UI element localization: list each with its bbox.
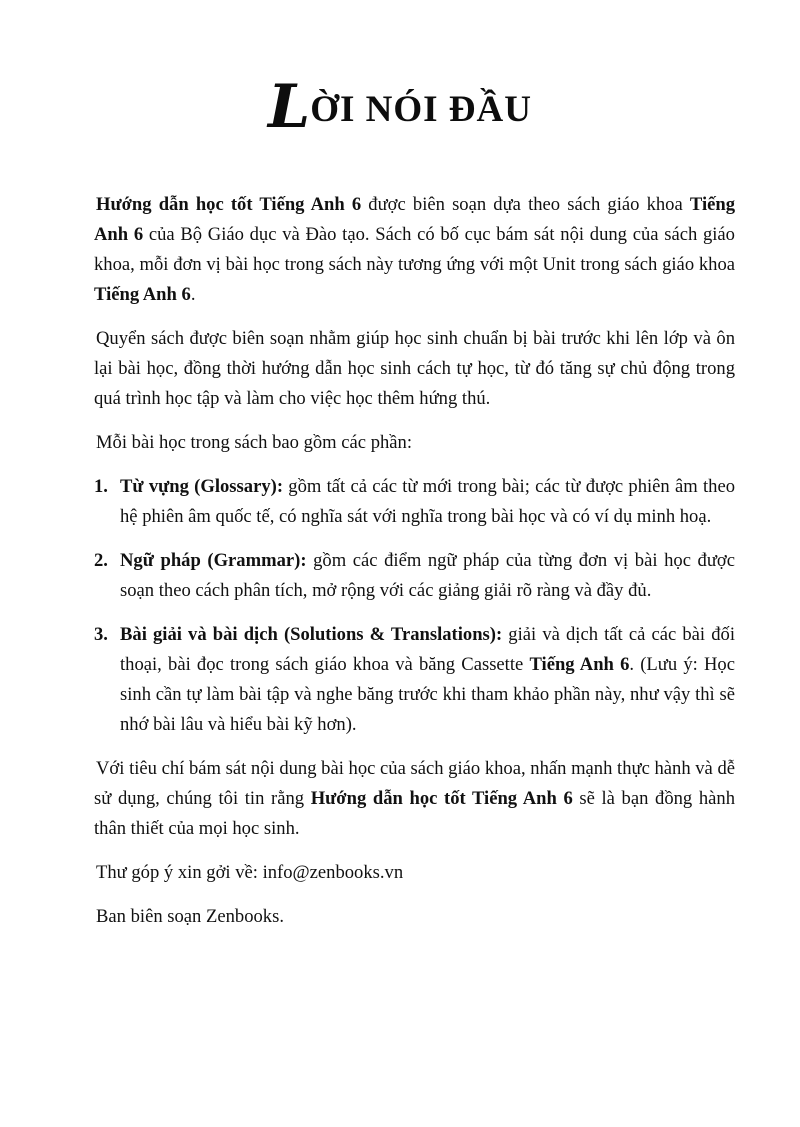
book-title-3: Tiếng Anh 6 (94, 284, 191, 305)
part-text: giải và dịch tất cả các bài đối thoại, bài đọc trong sách giáo khoa và băng Cassette (120, 624, 735, 675)
conclusion-text-2: sẽ là bạn đồng hành thân thiết của mọi học sinh. (94, 788, 735, 839)
list-item (94, 472, 735, 532)
purpose-paragraph: Quyển sách được biên soạn nhằm giúp học sinh chuẩn bị bài trước khi lên lớp và ôn lại bài học, đồng thời hướng dẫn học sinh cách tự học, từ đó tăng sự chủ động trong quá trình học tập và làm cho việc học thêm hứng thú. (94, 328, 735, 409)
list-number: 2. (94, 550, 108, 571)
conclusion-text-1: Với tiêu chí bám sát nội dung bài học của sách giáo khoa, nhấn mạnh thực hành và dễ sử dụng, chúng tôi tin rằng (94, 758, 736, 809)
feedback-line: Thư góp ý xin gởi về: info@zenbooks.vn (96, 862, 404, 883)
book-title-1: Hướng dẫn học tốt Tiếng Anh 6 (96, 194, 362, 215)
title-initial: L (268, 72, 311, 142)
title-rest: ỜI NÓI ĐẦU (310, 89, 532, 130)
page-title (0, 72, 800, 142)
book-title-2: Tiếng Anh 6 (94, 194, 735, 245)
intro-text-2: của Bộ Giáo dục và Đào tạo. Sách có bố cục bám sát nội dung của sách giáo khoa, mỗi đơn vị bài học trong sách này tương ứng với một Unit trong sách giáo khoa (94, 224, 735, 275)
parts-intro: Mỗi bài học trong sách bao gồm các phần: (96, 432, 413, 453)
part-heading-glossary: Từ vựng (Glossary): (120, 476, 284, 497)
book-title-4: Tiếng Anh 6 (529, 654, 630, 675)
preface-body (94, 190, 735, 946)
intro-paragraph (94, 190, 735, 310)
part-text: . (Lưu ý: Học sinh cần tự làm bài tập và nghe băng trước khi tham khảo phần này, như vậy thì sẽ nhớ bài lâu và hiểu bài kỹ hơn). (120, 654, 735, 735)
list-number: 1. (94, 476, 108, 497)
list-item (94, 546, 735, 606)
intro-text-1: được biên soạn dựa theo sách giáo khoa (361, 194, 690, 215)
part-text: gồm các điểm ngữ pháp của từng đơn vị bài học được soạn theo cách phân tích, mở rộng với các giảng giải rõ ràng và đầy đủ. (120, 550, 735, 601)
list-item (94, 620, 735, 740)
book-title-5: Hướng dẫn học tốt Tiếng Anh 6 (310, 788, 573, 809)
part-heading-solutions: Bài giải và bài dịch (Solutions & Translations): (120, 624, 503, 645)
list-number: 3. (94, 624, 108, 645)
part-text: gồm tất cả các từ mới trong bài; các từ được phiên âm theo hệ phiên âm quốc tế, có nghĩa sát với nghĩa trong bài học và có ví dụ minh hoạ. (120, 476, 735, 527)
parts-list (94, 472, 735, 740)
part-heading-grammar: Ngữ pháp (Grammar): (120, 550, 307, 571)
intro-text-3: . (190, 284, 196, 305)
signature-line: Ban biên soạn Zenbooks. (96, 906, 284, 927)
conclusion-paragraph (94, 754, 735, 844)
